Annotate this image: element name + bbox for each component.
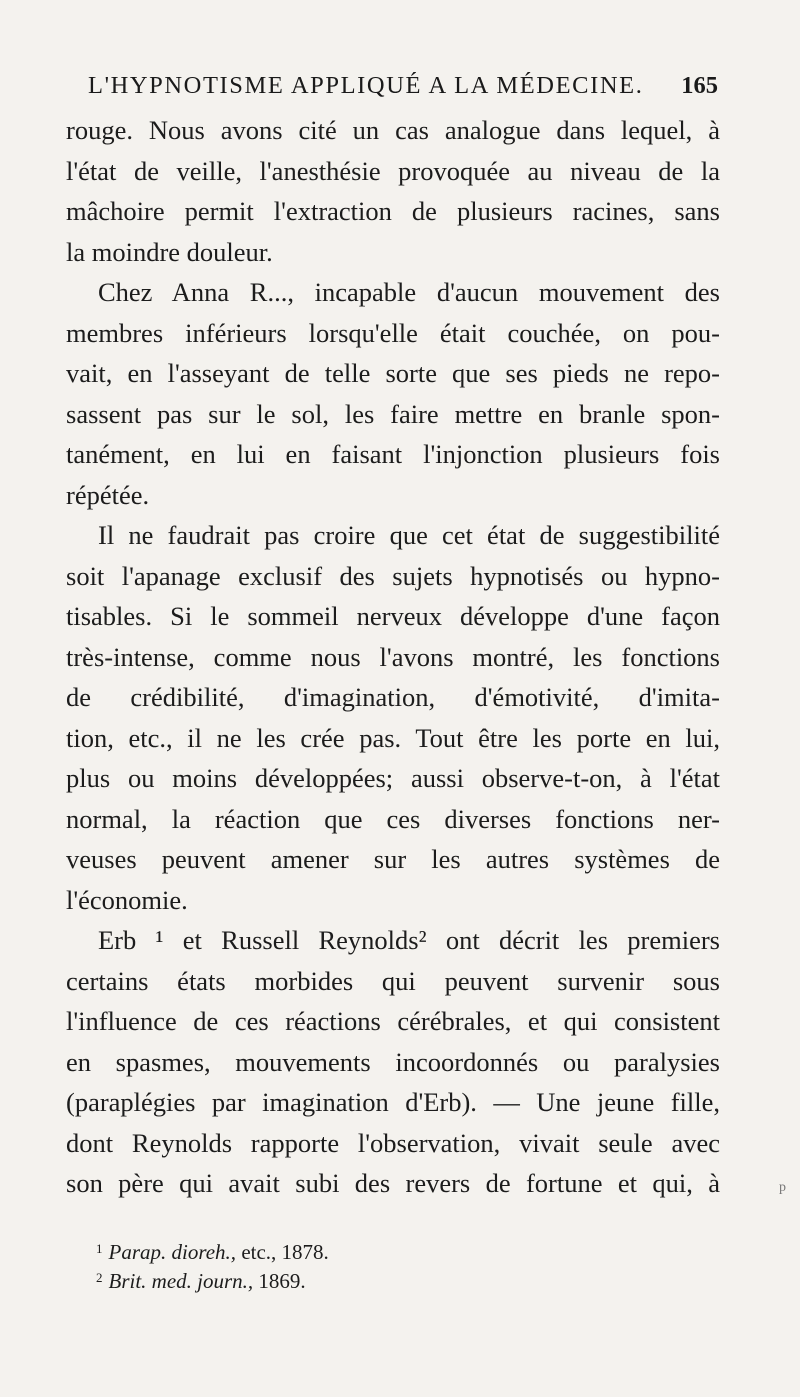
text-line: son père qui avait subi des revers de fortune et qui, à bbox=[66, 1168, 720, 1198]
footnote bbox=[96, 1265, 696, 1294]
text-line: Erb ¹ et Russell Reynolds² ont décrit les premiers bbox=[98, 925, 720, 955]
text-line: dont Reynolds rapporte l'observation, vivait seule avec bbox=[66, 1127, 720, 1158]
text-line: sassent pas sur le sol, les faire mettre en branle spon- bbox=[66, 398, 720, 429]
body-text bbox=[66, 110, 720, 1204]
text-line: certains états morbides qui peuvent survenir sous bbox=[66, 965, 720, 996]
text-line: veuses peuvent amener sur les autres systèmes de bbox=[66, 844, 720, 874]
text-line: membres inférieurs lorsqu'elle était couchée, on pou- bbox=[66, 317, 720, 348]
footnote-mark: 2 bbox=[96, 1270, 103, 1285]
text-line: tion, etc., il ne les crée pas. Tout être les porte en lui, bbox=[66, 722, 720, 753]
text-line: répétée. bbox=[66, 479, 150, 510]
text-line: l'économie. bbox=[66, 884, 188, 915]
text-line: la moindre douleur. bbox=[66, 236, 273, 267]
text-line: l'influence de ces réactions cérébrales, et qui consistent bbox=[66, 1006, 720, 1036]
text-line: rouge. Nous avons cité un cas analogue dans lequel, à bbox=[66, 115, 720, 145]
footnote-detail: etc., 1878. bbox=[236, 1240, 329, 1264]
running-header bbox=[88, 72, 718, 112]
footnote-source: Brit. med. journ., bbox=[108, 1269, 254, 1293]
text-line: tanément, en lui en faisant l'injonction plusieurs fois bbox=[66, 439, 720, 469]
text-line: (paraplégies par imagination d'Erb). — Une jeune fille, bbox=[66, 1087, 720, 1117]
text-line: normal, la réaction que ces diverses fonctions ner- bbox=[66, 803, 720, 834]
footnotes bbox=[96, 1236, 696, 1294]
footnote-detail: 1869. bbox=[253, 1269, 306, 1293]
page-number: 165 bbox=[681, 72, 718, 99]
footnote bbox=[96, 1236, 696, 1265]
running-title: L'HYPNOTISME APPLIQUÉ A LA MÉDECINE. bbox=[88, 72, 644, 99]
text-line: de crédibilité, d'imagination, d'émotivité, d'imita- bbox=[66, 682, 720, 712]
footnote-mark: 1 bbox=[96, 1241, 103, 1256]
text-line: vait, en l'asseyant de telle sorte que ses pieds ne repo- bbox=[66, 358, 720, 388]
text-line: mâchoire permit l'extraction de plusieurs racines, sans bbox=[66, 196, 720, 226]
text-line: très-intense, comme nous l'avons montré, les fonctions bbox=[66, 641, 720, 672]
text-line: soit l'apanage exclusif des sujets hypnotisés ou hypno- bbox=[66, 560, 720, 591]
text-line: tisables. Si le sommeil nerveux développe d'une façon bbox=[66, 601, 720, 631]
footnote-source: Parap. dioreh., bbox=[108, 1240, 237, 1264]
text-line: Il ne faudrait pas croire que cet état de suggestibilité bbox=[98, 520, 720, 550]
text-line: plus ou moins développées; aussi observe-t-on, à l'état bbox=[66, 763, 720, 793]
text-line: l'état de veille, l'anesthésie provoquée au niveau de la bbox=[66, 155, 720, 186]
margin-mark: p bbox=[779, 1180, 786, 1195]
text-line: en spasmes, mouvements incoordonnés ou paralysies bbox=[66, 1046, 720, 1077]
text-line: Chez Anna R..., incapable d'aucun mouvement des bbox=[98, 277, 720, 307]
